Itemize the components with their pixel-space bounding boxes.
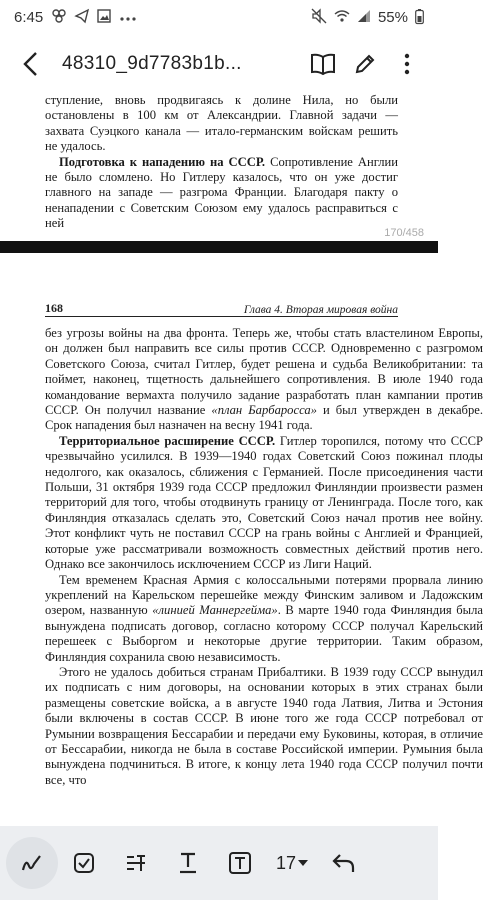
- more-options-button[interactable]: [386, 44, 428, 84]
- running-header: [45, 300, 398, 317]
- paragraph-text: Гитлер торопился, потому что СССР чрезвычайно усилился. В 1939—1940 годах Советский Союз пожинал плоды недолгого, как оказалось, сближения с Германией. После присоединения части Польши, 31 октября 1939 года СССР предложил Финляндии произвести размен территорий для того, чтобы отодвинуть границу от Ленинграда. После того, как Финляндия отказалась сделать это, Советский Союз начал против нее войну. Этот конфликт чуть не поставил СССР на грань войны с Англией и Францией, которые уже рассматривали возможность совместных действий против него. Однако все закончилось исключением СССР из Лиги Наций.: [45, 433, 483, 572]
- more-notifications-icon: [119, 10, 137, 24]
- underline-tool-button[interactable]: [162, 837, 214, 889]
- reading-mode-button[interactable]: [302, 44, 344, 84]
- document-page-current: [45, 326, 483, 788]
- undo-button[interactable]: [318, 837, 370, 889]
- checkbox-icon: [73, 852, 95, 874]
- strikethrough-tool-button[interactable]: [110, 837, 162, 889]
- paragraph: [45, 326, 483, 434]
- italic-term: «план Барбаросса»: [211, 403, 317, 418]
- page-number: 168: [45, 301, 63, 315]
- strikethrough-icon: [124, 852, 148, 874]
- book-icon: [310, 53, 336, 75]
- page-separator: [0, 241, 438, 253]
- status-bar: [0, 0, 438, 34]
- image-icon: [97, 9, 111, 25]
- text-underline-icon: [177, 851, 199, 875]
- select-tool-button[interactable]: [58, 837, 110, 889]
- paragraph: [45, 155, 398, 232]
- document-page-previous: [0, 93, 438, 245]
- pencil-icon: [353, 52, 377, 76]
- paragraph: ступление, вновь продвигаясь к долине Нила, но были остановлены в 100 км от Александрии. Главной задачи — захвата Суэцкого канала — итало-германским войскам решить не удалось.: [45, 93, 398, 154]
- handwriting-pen-icon: [20, 852, 44, 874]
- undo-icon: [332, 852, 356, 874]
- paragraph-text: и был утвержден в декабре. Срок нападения был назначен на весну 1941 года.: [45, 403, 483, 433]
- page-counter: 170/458: [384, 227, 424, 239]
- telegram-icon: [75, 9, 89, 25]
- app-bar: [0, 38, 438, 90]
- paragraph-text: без угрозы войны на два фронта. Теперь же, чтобы стать властелином Европы, он должен был направить все силы против СССР. Одновременно с разгромом Советского Союза, считал Гитлер, будет решена и судьба Великобритании: та поймет, наконец, тщетность дальнейшего сопротивления. В июле 1940 года командование вермахта получило задание разработать план кампании против СССР. Он получил название: [45, 326, 483, 418]
- paragraph-text: Сопротивление Англии не было сломлено. Но Гитлеру казалось, что он уже достиг главного на западе — разгрома Франции. Благодаря пакту о ненападении с Советским Союзом ему удалось расправиться с ней: [45, 154, 398, 231]
- font-size-value: 17: [275, 852, 297, 873]
- chapter-title: Глава 4. Вторая мировая война: [243, 304, 398, 316]
- text-box-tool-button[interactable]: [214, 837, 266, 889]
- paragraph-text: . В марте 1940 года Финляндия была вынуждена подписать договор, согласно которому СССР получал Карельский перешеек с Выборгом и некоторые другие территории. Таким образом, Финляндия сохранила свою независимость.: [45, 603, 483, 664]
- paragraph: [45, 573, 483, 665]
- battery-icon: [415, 9, 424, 26]
- chevron-down-icon: [298, 860, 308, 866]
- back-arrow-icon: [21, 51, 39, 77]
- mute-icon: [311, 8, 327, 26]
- edit-button[interactable]: [344, 44, 386, 84]
- handwriting-tool-button[interactable]: [6, 837, 58, 889]
- paragraph-text: Тем временем Красная Армия с колоссальными потерями прорвала линию укреплений на Карельском перешейке между Финским заливом и Ладожским озером, названную: [45, 572, 483, 618]
- section-heading: Подготовка к нападению на СССР.: [59, 154, 266, 169]
- paragraph: Этого не удалось добиться странам Прибалтики. В 1939 году СССР вынудил их подписать с ним договоры, на основании которых в этих странах были размещены советские войска, а в августе 1940 года Латвия, Литва и Эстония были включены в состав СССР. В июне того же года СССР потребовал от Румынии возвращения Бессарабии и передачи ему Буковины, которая, в отличие от Бессарабии, никогда не была в составе Российской империи. Румыния была вынуждена подчиниться. В итоге, к концу лета 1940 года СССР получил почти все, что: [45, 664, 483, 787]
- section-heading: Территориальное расширение СССР.: [59, 433, 276, 448]
- text-box-icon: [228, 851, 252, 875]
- annotation-toolbar: [0, 826, 438, 900]
- signal-icon: [357, 9, 371, 25]
- battery-text: 55%: [377, 8, 408, 26]
- document-title: 48310_9d7783b1b...: [62, 53, 242, 74]
- wifi-icon: [334, 9, 350, 25]
- app-notification-icon: [51, 9, 67, 25]
- paragraph: [45, 434, 483, 573]
- font-size-dropdown[interactable]: [266, 837, 318, 889]
- italic-term: «линией Маннергейма»: [152, 603, 278, 618]
- back-button[interactable]: [10, 44, 50, 84]
- more-vertical-icon: [404, 53, 410, 75]
- status-time: 6:45: [14, 8, 44, 26]
